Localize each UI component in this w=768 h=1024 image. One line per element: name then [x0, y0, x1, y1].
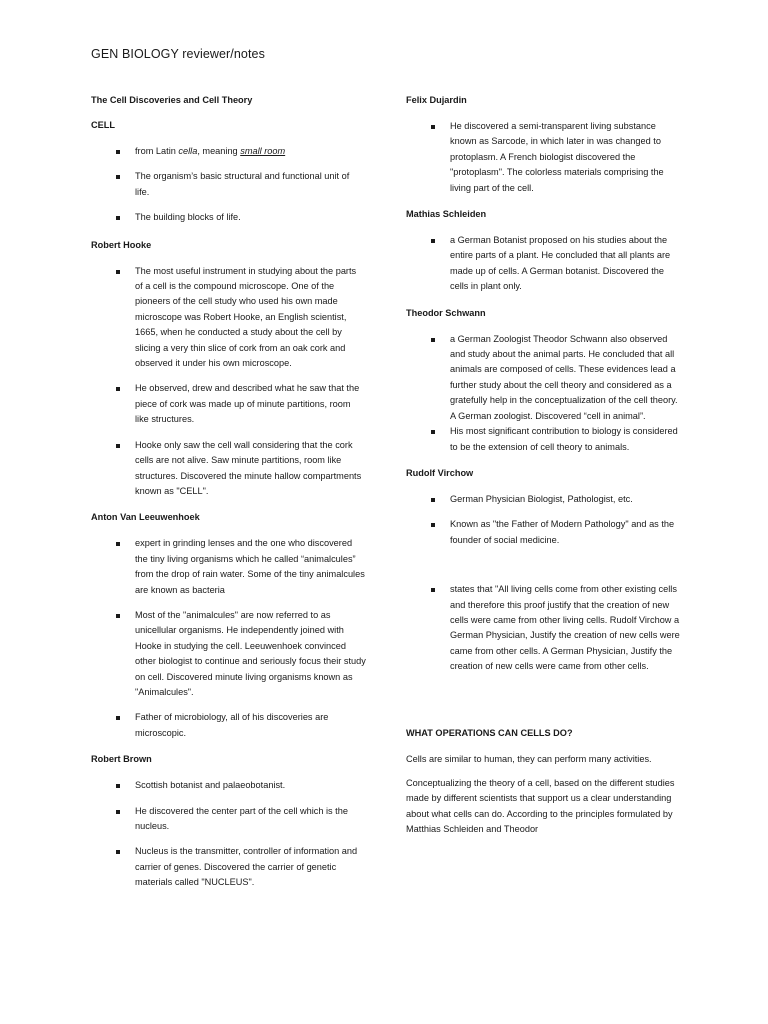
- document-title: GEN BIOLOGY reviewer/notes: [91, 47, 265, 61]
- latin-word: cella: [178, 146, 198, 156]
- list-item: Nucleus is the transmitter, controller of information and carrier of genes. Discovered the carrier of genetic materials called "NUCLEUS".: [91, 844, 366, 890]
- section-heading-cell-theory: The Cell Discoveries and Cell Theory: [91, 95, 253, 105]
- meaning-text: small room: [240, 146, 286, 156]
- list-item: He discovered the center part of the cell which is the nucleus.: [91, 804, 366, 835]
- list-item: He observed, drew and described what he saw that the piece of cork was made up of minute partitions, room like structures.: [91, 381, 366, 427]
- heading-leeuwenhoek: Anton Van Leeuwenhoek: [91, 512, 200, 523]
- list-item: The organism’s basic structural and functional unit of life.: [91, 169, 366, 200]
- operations-paragraph-1: Cells are similar to human, they can perform many activities.: [406, 753, 652, 764]
- heading-rudolf-virchow: Rudolf Virchow: [406, 467, 474, 478]
- brown-bullet-list: [91, 778, 366, 890]
- list-item: expert in grinding lenses and the one who discovered the tiny living organisms which he called “animalcules” from the drop of rain water. Some of the tiny animalcules are known as bacteria: [91, 536, 366, 598]
- left-column: [91, 94, 366, 901]
- list-item: Scottish botanist and palaeobotanist.: [91, 778, 366, 793]
- schleiden-bullet-list: [406, 233, 684, 295]
- list-item: from Latin cella, meaning small room: [91, 144, 366, 159]
- list-item: Most of the "animalcules" are now referred to as unicellular organisms. He independently joined with Hooke in studying the cell. Leeuwenhoek convinced other biologist to continue and seriously focus their study on cell. Discovered minute living organisms known as "Animalcules".: [91, 608, 366, 700]
- list-item: The most useful instrument in studying about the parts of a cell is the compound microscope. One of the pioneers of the cell study who used his own made microscope was Robert Hooke, an English scientist, 1665, when he conducted a study about the cell by slicing a very thin slice of cork from an oak cork and observed it under his own microscope.: [91, 264, 366, 372]
- right-column: [406, 94, 684, 847]
- list-item: He discovered a semi-transparent living substance known as Sarcode, in which later in was changed to protoplasm. A French biologist discovered the "protoplasm". The colorless materials comprising the living part of the cell.: [406, 119, 684, 196]
- heading-mathias-schleiden: Mathias Schleiden: [406, 209, 487, 220]
- list-item: states that "All living cells come from other existing cells and therefore this proof justify that the creation of new cells were came from other living cells. Rudolf Virchow a German Physician, Justify the creation of new cells were came from other cells. A German Physician, Justify the creation of new cells were came from other cells.: [406, 582, 684, 674]
- hooke-bullet-list: [91, 264, 366, 500]
- list-item: Known as "the Father of Modern Pathology" and as the founder of social medicine.: [406, 517, 684, 548]
- dujardin-bullet-list: [406, 119, 684, 196]
- list-item: German Physician Biologist, Pathologist, etc.: [406, 492, 684, 507]
- list-item: a German Botanist proposed on his studies about the entire parts of a plant. He concluded that all plants are made up of cells. A German botanist. Discovered the cells in plant only.: [406, 233, 684, 295]
- operations-paragraph-2: Conceptualizing the theory of a cell, based on the different studies made by different scientists that support us a clear understanding about what cells can do. According to the principles formulated by Matthias Schleiden and Theodor: [406, 777, 675, 835]
- heading-cell: CELL: [91, 120, 115, 130]
- heading-robert-hooke: Robert Hooke: [91, 239, 152, 250]
- list-item: Father of microbiology, all of his discoveries are microscopic.: [91, 710, 366, 741]
- list-item: a German Zoologist Theodor Schwann also observed and study about the animal parts. He concluded that all animals are composed of cells. These evidences lead a further study about the cell theory and considered as a gratefully help in the conceptualization of the cell theory. A German zoologist. Discovered “cell in animal”.: [406, 332, 684, 424]
- heading-robert-brown: Robert Brown: [91, 754, 152, 765]
- list-item: The building blocks of life.: [91, 210, 366, 225]
- heading-cell-operations: WHAT OPERATIONS CAN CELLS DO?: [406, 727, 573, 738]
- list-item: His most significant contribution to biology is considered to be the extension of cell theory to animals.: [406, 424, 684, 455]
- virchow-bullet-list: [406, 492, 684, 675]
- heading-theodor-schwann: Theodor Schwann: [406, 307, 486, 318]
- list-item: Hooke only saw the cell wall considering that the cork cells are not alive. Saw minute partitions, room like structures. Discovered the minute hallow compartments known as "CELL".: [91, 438, 366, 500]
- cell-bullet-list: [91, 144, 366, 226]
- leeuwenhoek-bullet-list: [91, 536, 366, 741]
- schwann-bullet-list: [406, 332, 684, 455]
- heading-felix-dujardin: Felix Dujardin: [406, 95, 467, 105]
